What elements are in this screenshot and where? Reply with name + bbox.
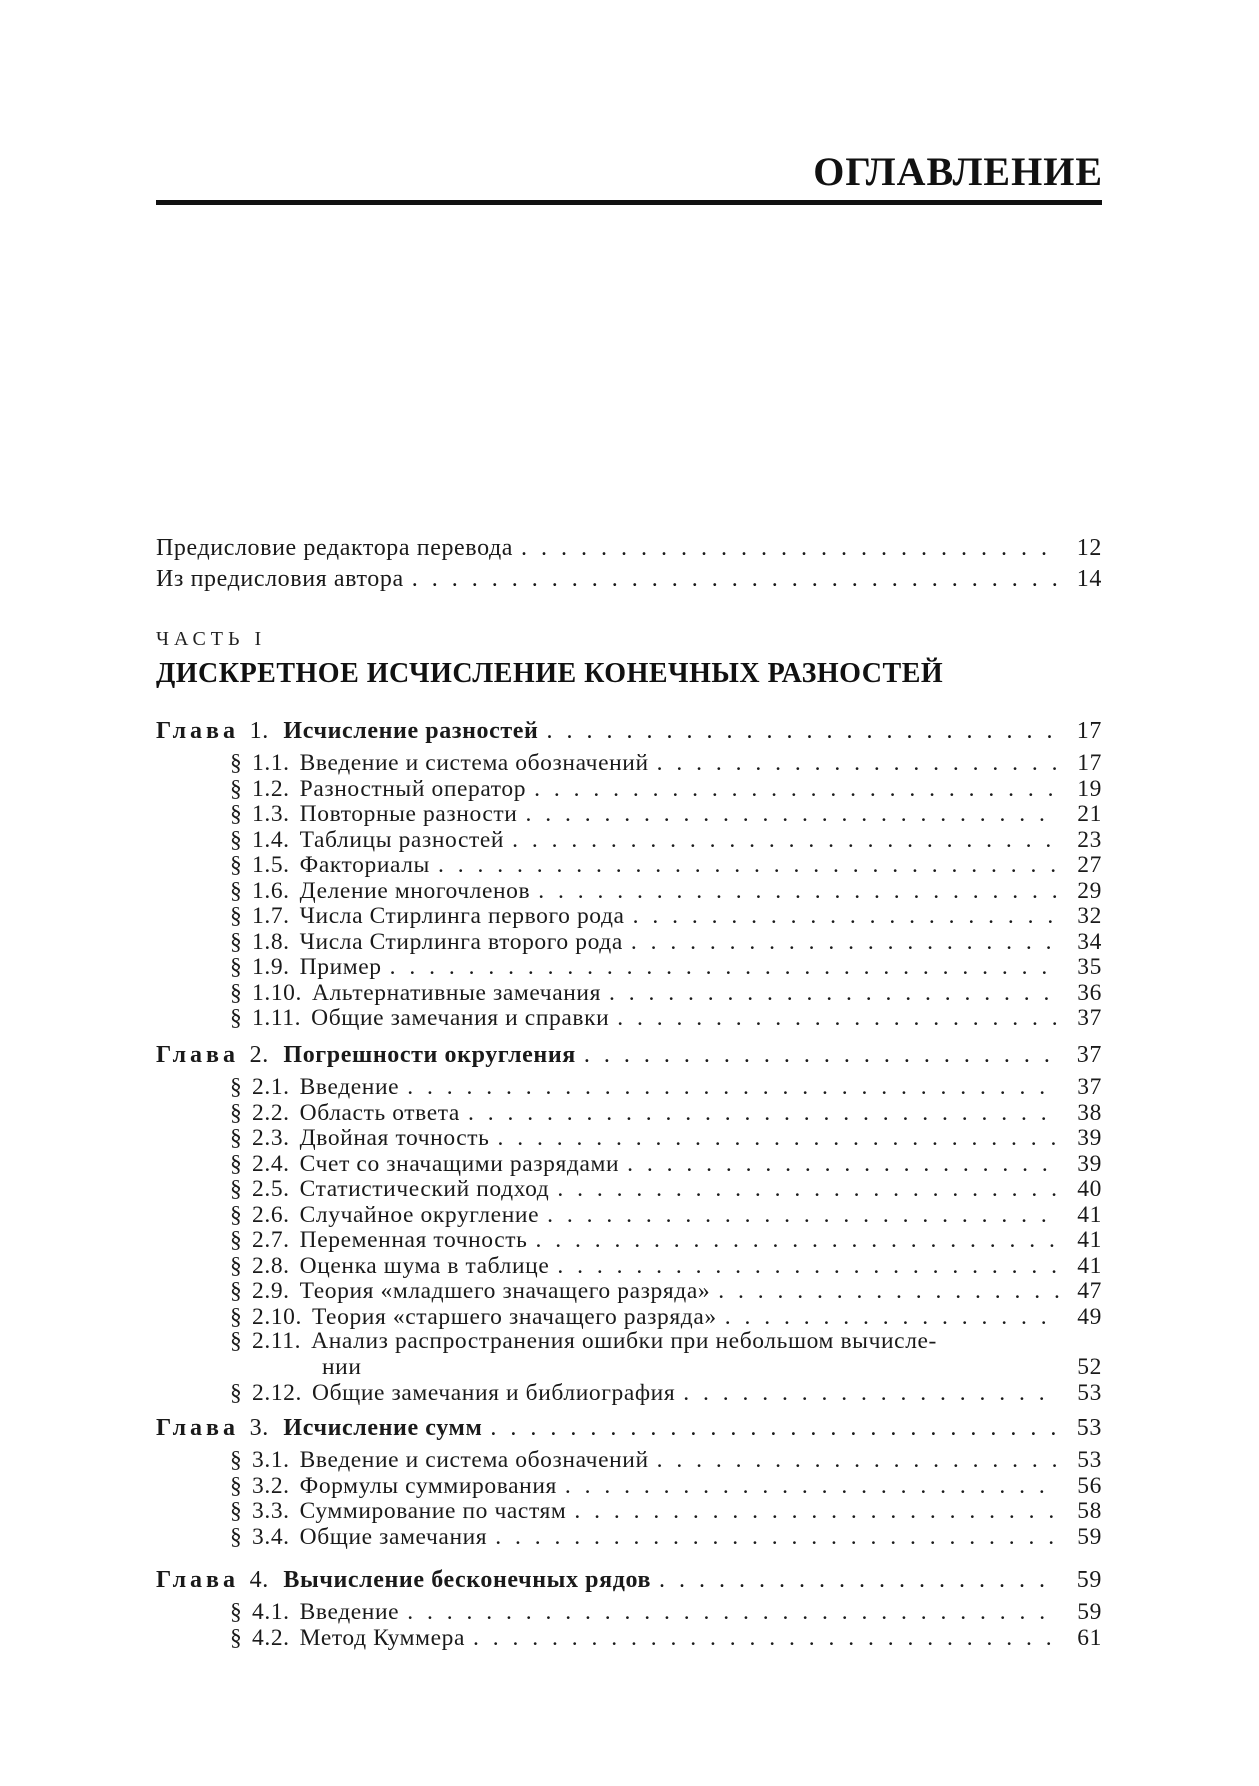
page-number: 27 bbox=[1077, 852, 1102, 878]
section-sign: § bbox=[230, 1150, 243, 1177]
section-sign: § bbox=[230, 1498, 243, 1524]
page-number: 52 bbox=[1077, 1353, 1102, 1380]
page-number: 61 bbox=[1077, 1624, 1102, 1651]
section-entry[interactable] bbox=[156, 1151, 1102, 1177]
section-sign: § bbox=[230, 1278, 243, 1304]
toc-entry-author-preface[interactable] bbox=[156, 566, 1102, 597]
section-title: Деление многочленов bbox=[299, 877, 531, 904]
section-title: Оценка шума в таблице bbox=[299, 1252, 550, 1279]
section-sign: § bbox=[230, 1599, 243, 1625]
section-sign: § bbox=[230, 1176, 243, 1202]
section-title: Общие замечания и библиография bbox=[312, 1380, 676, 1406]
section-title: Введение и система обозначений bbox=[299, 1447, 649, 1473]
section-entry[interactable] bbox=[156, 1253, 1102, 1279]
dot-leader bbox=[407, 1074, 1060, 1101]
dot-leader bbox=[525, 801, 1060, 828]
section-number: 2.7. bbox=[252, 1227, 290, 1253]
dot-leader bbox=[438, 852, 1060, 879]
section-number: 1.5. bbox=[252, 852, 290, 878]
section-entry[interactable] bbox=[156, 827, 1102, 853]
chapter-2 bbox=[156, 1036, 1102, 1406]
section-number: 2.2. bbox=[252, 1099, 290, 1126]
section-entry[interactable] bbox=[156, 801, 1102, 827]
section-title: Разностный оператор bbox=[299, 775, 527, 802]
page-number: 47 bbox=[1077, 1278, 1102, 1304]
dot-leader bbox=[659, 1567, 1060, 1594]
section-number: 2.4. bbox=[252, 1150, 290, 1177]
page-number: 53 bbox=[1077, 1380, 1102, 1406]
section-entry[interactable] bbox=[156, 1100, 1102, 1126]
section-number: 2.9. bbox=[252, 1278, 290, 1304]
chapter-title: Вычисление бесконечных рядов bbox=[283, 1566, 652, 1593]
dot-leader bbox=[725, 1304, 1060, 1331]
section-title: Факториалы bbox=[299, 852, 430, 878]
toc-entry-title: Предисловие редактора перевода bbox=[156, 535, 514, 561]
section-sign: § bbox=[230, 1523, 243, 1550]
section-number: 3.4. bbox=[252, 1523, 290, 1550]
section-sign: § bbox=[230, 1447, 243, 1473]
section-title: Двойная точность bbox=[299, 1125, 490, 1151]
section-title: Метод Куммера bbox=[299, 1624, 466, 1651]
section-number: 2.1. bbox=[252, 1074, 290, 1100]
page-number: 59 bbox=[1077, 1523, 1102, 1550]
part-title: ДИСКРЕТНОЕ ИСЧИСЛЕНИЕ КОНЕЧНЫХ РАЗНОСТЕЙ bbox=[156, 658, 944, 689]
dot-leader bbox=[473, 1625, 1060, 1652]
section-sign: § bbox=[230, 750, 243, 776]
section-title: Статистический подход bbox=[299, 1176, 550, 1202]
page-number: 17 bbox=[1076, 717, 1102, 744]
dot-leader bbox=[627, 1151, 1060, 1178]
page-number: 41 bbox=[1077, 1252, 1102, 1279]
section-sign: § bbox=[230, 826, 243, 853]
page-number: 12 bbox=[1076, 535, 1102, 561]
section-number: 3.3. bbox=[252, 1498, 290, 1524]
section-number: 1.6. bbox=[252, 877, 290, 904]
section-number: 2.10. bbox=[252, 1303, 302, 1330]
section-entry[interactable] bbox=[156, 1498, 1102, 1524]
chapter-3 bbox=[156, 1409, 1102, 1549]
page-number: 29 bbox=[1077, 877, 1102, 904]
section-sign: § bbox=[230, 1227, 243, 1253]
section-title: Числа Стирлинга второго рода bbox=[299, 928, 623, 955]
part-label: ЧАСТЬ I bbox=[156, 628, 267, 650]
dot-leader bbox=[557, 1176, 1060, 1203]
section-entry[interactable] bbox=[156, 1329, 1102, 1380]
page-number: 37 bbox=[1077, 1005, 1102, 1031]
section-title: Пример bbox=[299, 954, 382, 980]
section-sign: § bbox=[230, 1328, 243, 1354]
section-number: 1.2. bbox=[252, 775, 290, 802]
section-entry[interactable] bbox=[156, 1473, 1102, 1499]
front-matter bbox=[156, 535, 1102, 597]
section-number: 1.8. bbox=[252, 928, 290, 955]
chapter-heading[interactable] bbox=[156, 1561, 1102, 1599]
section-sign: § bbox=[230, 1252, 243, 1279]
section-entry[interactable] bbox=[156, 878, 1102, 904]
section-title: Суммирование по частям bbox=[299, 1498, 567, 1524]
page-number: 41 bbox=[1077, 1227, 1102, 1253]
section-entry[interactable] bbox=[156, 1278, 1102, 1304]
section-sign: § bbox=[230, 928, 243, 955]
section-title: Введение bbox=[299, 1074, 400, 1100]
dot-leader bbox=[609, 980, 1060, 1007]
section-sign: § bbox=[230, 954, 243, 980]
section-title-line1: Анализ распространения ошибки при небольшом вычисле- bbox=[311, 1328, 937, 1354]
dot-leader bbox=[631, 929, 1060, 956]
chapter-number: 1. bbox=[249, 717, 269, 744]
chapter-number: 3. bbox=[249, 1414, 269, 1441]
page-number: 58 bbox=[1077, 1498, 1102, 1524]
page-number: 23 bbox=[1077, 826, 1102, 853]
chapter-heading[interactable] bbox=[156, 712, 1102, 750]
section-number: 1.10. bbox=[252, 979, 302, 1006]
dot-leader bbox=[498, 1125, 1061, 1152]
section-sign: § bbox=[230, 1624, 243, 1651]
section-sign: § bbox=[230, 903, 243, 929]
page-number: 59 bbox=[1076, 1566, 1102, 1593]
page-number: 53 bbox=[1077, 1447, 1102, 1473]
section-entry[interactable] bbox=[156, 1176, 1102, 1202]
section-entry[interactable] bbox=[156, 1625, 1102, 1651]
section-sign: § bbox=[230, 1099, 243, 1126]
dot-leader bbox=[657, 750, 1060, 777]
page-number: 41 bbox=[1077, 1201, 1102, 1228]
dot-leader bbox=[538, 878, 1060, 905]
section-number: 3.2. bbox=[252, 1472, 290, 1499]
section-sign: § bbox=[230, 1074, 243, 1100]
section-entry[interactable] bbox=[156, 980, 1102, 1006]
section-title: Случайное округление bbox=[299, 1201, 540, 1228]
page-number: 37 bbox=[1076, 1041, 1102, 1068]
section-number: 2.3. bbox=[252, 1125, 290, 1151]
section-number: 2.6. bbox=[252, 1201, 290, 1228]
page-number: 14 bbox=[1076, 566, 1102, 592]
section-number: 2.8. bbox=[252, 1252, 290, 1279]
section-sign: § bbox=[230, 801, 243, 827]
section-title: Таблицы разностей bbox=[299, 826, 505, 853]
dot-leader bbox=[633, 903, 1060, 930]
section-title: Теория «младшего значащего разряда» bbox=[299, 1278, 711, 1304]
chapter-heading[interactable] bbox=[156, 1036, 1102, 1074]
page-title: ОГЛАВЛЕНИЕ bbox=[813, 149, 1103, 194]
section-title: Альтернативные замечания bbox=[312, 979, 602, 1006]
chapter-heading[interactable] bbox=[156, 1409, 1102, 1447]
section-number: 2.11. bbox=[252, 1328, 302, 1354]
toc-entry-title: Из предисловия автора bbox=[156, 566, 404, 592]
section-entry[interactable] bbox=[156, 1074, 1102, 1100]
section-entry[interactable] bbox=[156, 1447, 1102, 1473]
page-number: 39 bbox=[1077, 1150, 1102, 1177]
section-entry[interactable] bbox=[156, 903, 1102, 929]
section-sign: § bbox=[230, 1472, 243, 1499]
section-title: Теория «старшего значащего разряда» bbox=[312, 1303, 717, 1330]
chapter-4 bbox=[156, 1561, 1102, 1650]
dot-leader bbox=[546, 718, 1060, 745]
section-sign: § bbox=[230, 979, 243, 1006]
section-title: Счет со значащими разрядами bbox=[299, 1150, 620, 1177]
section-sign: § bbox=[230, 1125, 243, 1151]
section-entry[interactable] bbox=[156, 852, 1102, 878]
dot-leader bbox=[407, 1599, 1060, 1626]
section-title: Общие замечания bbox=[299, 1523, 488, 1550]
chapter-title: Исчисление разностей bbox=[283, 717, 539, 744]
section-title: Введение bbox=[299, 1599, 400, 1625]
section-number: 1.4. bbox=[252, 826, 290, 853]
page-number: 35 bbox=[1077, 954, 1102, 980]
dot-leader bbox=[617, 1005, 1060, 1032]
section-title: Повторные разности bbox=[299, 801, 518, 827]
dot-leader bbox=[490, 1415, 1060, 1442]
section-sign: § bbox=[230, 852, 243, 878]
section-sign: § bbox=[230, 877, 243, 904]
page-number: 49 bbox=[1077, 1303, 1102, 1330]
dot-leader bbox=[565, 1473, 1060, 1500]
dot-leader bbox=[535, 1227, 1060, 1254]
section-sign: § bbox=[230, 1201, 243, 1228]
section-sign: § bbox=[230, 1303, 243, 1330]
section-number: 3.1. bbox=[252, 1447, 290, 1473]
section-sign: § bbox=[230, 1005, 243, 1031]
section-entry[interactable] bbox=[156, 776, 1102, 802]
section-entry[interactable] bbox=[156, 1005, 1102, 1031]
dot-leader bbox=[495, 1524, 1060, 1551]
chapter-label: Глава bbox=[156, 1414, 239, 1441]
section-number: 2.12. bbox=[252, 1380, 302, 1406]
section-entry[interactable] bbox=[156, 1599, 1102, 1625]
dot-leader bbox=[547, 1202, 1060, 1229]
dot-leader bbox=[390, 954, 1060, 981]
page-number: 37 bbox=[1077, 1074, 1102, 1100]
section-number: 1.1. bbox=[252, 750, 290, 776]
section-number: 1.9. bbox=[252, 954, 290, 980]
page-number: 40 bbox=[1077, 1176, 1102, 1202]
section-number: 4.2. bbox=[252, 1624, 290, 1651]
dot-leader bbox=[683, 1380, 1060, 1407]
chapter-label: Глава bbox=[156, 1041, 239, 1068]
page-number: 21 bbox=[1077, 801, 1102, 827]
page-number: 39 bbox=[1077, 1125, 1102, 1151]
dot-leader bbox=[521, 535, 1060, 562]
dot-leader bbox=[468, 1100, 1060, 1127]
section-title-line2: нии bbox=[322, 1353, 362, 1380]
dot-leader bbox=[657, 1447, 1060, 1474]
section-entry[interactable] bbox=[156, 750, 1102, 776]
section-entry[interactable] bbox=[156, 1304, 1102, 1330]
chapter-number: 4. bbox=[249, 1566, 269, 1593]
dot-leader bbox=[534, 776, 1060, 803]
page-number: 32 bbox=[1077, 903, 1102, 929]
section-number: 1.3. bbox=[252, 801, 290, 827]
dot-leader bbox=[512, 827, 1060, 854]
page-number: 17 bbox=[1077, 750, 1102, 776]
section-title: Числа Стирлинга первого рода bbox=[299, 903, 625, 929]
section-entry[interactable] bbox=[156, 1524, 1102, 1550]
section-number: 1.11. bbox=[252, 1005, 302, 1031]
chapter-number: 2. bbox=[249, 1041, 269, 1068]
chapter-1 bbox=[156, 712, 1102, 1031]
section-title: Переменная точность bbox=[299, 1227, 528, 1253]
chapter-title: Исчисление сумм bbox=[283, 1414, 483, 1441]
dot-leader bbox=[412, 566, 1060, 593]
section-number: 2.5. bbox=[252, 1176, 290, 1202]
section-entry[interactable] bbox=[156, 1227, 1102, 1253]
page-number: 38 bbox=[1077, 1099, 1102, 1126]
section-entry[interactable] bbox=[156, 1380, 1102, 1406]
chapter-title: Погрешности округления bbox=[283, 1041, 576, 1068]
section-entry[interactable] bbox=[156, 954, 1102, 980]
toc-entry-editor-preface[interactable] bbox=[156, 535, 1102, 566]
section-title: Общие замечания и справки bbox=[311, 1005, 610, 1031]
section-entry[interactable] bbox=[156, 1125, 1102, 1151]
page-number: 53 bbox=[1076, 1414, 1102, 1441]
section-title: Введение и система обозначений bbox=[299, 750, 649, 776]
dot-leader bbox=[718, 1278, 1060, 1305]
page-number: 36 bbox=[1077, 979, 1102, 1006]
section-entry[interactable] bbox=[156, 1202, 1102, 1228]
dot-leader bbox=[574, 1498, 1060, 1525]
chapter-label: Глава bbox=[156, 717, 239, 744]
dot-leader bbox=[584, 1042, 1060, 1069]
page-number: 34 bbox=[1077, 928, 1102, 955]
chapter-label: Глава bbox=[156, 1566, 239, 1593]
section-number: 1.7. bbox=[252, 903, 290, 929]
section-title: Формулы суммирования bbox=[299, 1472, 557, 1499]
section-title: Область ответа bbox=[299, 1099, 460, 1126]
section-sign: § bbox=[230, 775, 243, 802]
section-entry[interactable] bbox=[156, 929, 1102, 955]
section-number: 4.1. bbox=[252, 1599, 290, 1625]
section-sign: § bbox=[230, 1380, 243, 1406]
page-number: 59 bbox=[1077, 1599, 1102, 1625]
title-rule bbox=[156, 200, 1102, 205]
page-number: 19 bbox=[1077, 775, 1102, 802]
page-number: 56 bbox=[1077, 1472, 1102, 1499]
dot-leader bbox=[557, 1253, 1060, 1280]
